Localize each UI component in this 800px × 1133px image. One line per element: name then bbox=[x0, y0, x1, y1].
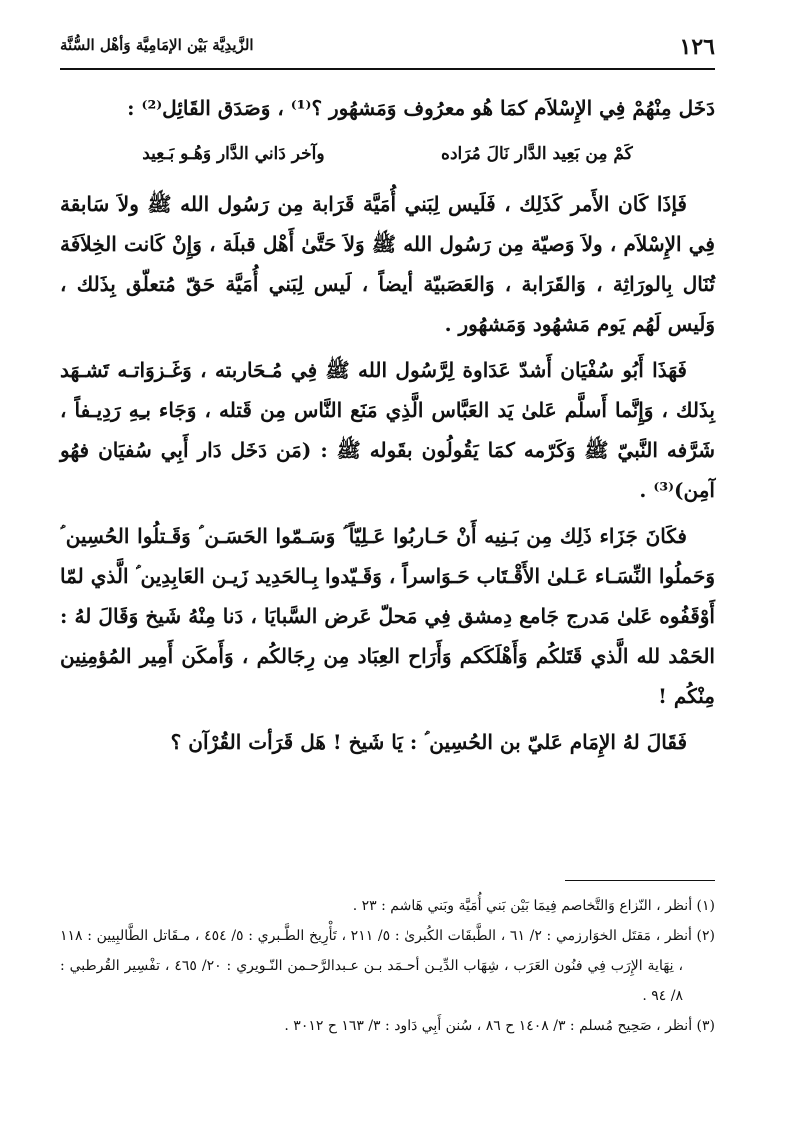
footnote-text: أنظر ، النّزاع وَالتَّخاصم فِيمَا بَيْن بَني أُمَيَّة وبَني هَاشم : ٢٣ . bbox=[352, 898, 693, 914]
footnote-marker: (١) bbox=[696, 898, 715, 914]
poem-hemistich-left: وآخر دَاني الدَّار وَهُـو بَـعِيد bbox=[142, 144, 325, 164]
poem-verse bbox=[60, 134, 715, 174]
paragraph-4: فكَانَ جَزَاء ذَلِك مِن بَـنِيه أَنْ حَـاربُوا عَـلِيّاً ؑ وَسَـمّوا الحَسَـن ؑ وَقَـتلُوا الحُسِين ؑ وَحَملُوا النِّسَـاء عَـلىٰ الأَقْـتَاب حَـوَاسراً ، وَقَـيّدوا بِـالحَدِيد زَيـن العَابِدِين ؑ الَّذي لمّا أَوْقَفُوه عَلىٰ مَدرج جَامع دِمشق فِي مَحلّ عَرض السَّبايَا ، دَنا مِنْهُ شَيخ وَقَالَ لهُ : الحَمْد لله الَّذي قَتَلكُم وَأَهْلَكَكم وَأَرَاح العِبَاد مِن رِجَالكُم ، وَأَمكَن أَمِير المُؤمِنِين مِنْكُم ! bbox=[60, 524, 715, 708]
footnote-marker: (٢) bbox=[696, 928, 716, 944]
poem-hemistich-right: كَمْ مِن بَعِيد الدَّار نَالَ مُرَاده bbox=[441, 144, 633, 164]
paragraph-2: فَإذَا كَان الأَمر كَذَلِك ، فَلَيس لِبَني أُمَيَّة قَرَابة مِن رَسُول الله ﷺ ولاَ سَابقة فِي الإِسْلاَم ، ولاَ وَصيّة مِن رَسُول الله ﷺ وَلاَ حَتَّىٰ أَهْل قبلَة ، وَإِنْ كَانت الخِلاَفَة تُنَال بِالورَاثِة ، وَالقَرَابة ، وَالعَصَبيّة أيضاً ، لَيس لِبَني أُمَيَّة حَقّ مُتعلّق بِذَلك ، وَلَيس لَهُم يَوم مَشهُود وَمَشهُور . bbox=[60, 192, 715, 336]
main-text bbox=[60, 88, 715, 768]
running-title: الزَّيدِيَّة بَيْن الإمَامِيَّة وَأهْل السُّنَّة bbox=[60, 36, 254, 54]
footnote-text: أنظر ، مَقتَل الخوَارزمي : ٢/ ٦١ ، الطَّبقَات الكُبرىٰ : ٥/ ٢١١ ، تَأْرِيخ الطَّـبري : ٥/ ٤٥٤ ، مـقَاتل الطَّالبِيين : ١١٨ ، نِهَاية الإِرَب فِي فنُون العَرَب ، شِهَاب الدِّيـن أحـمَد بـن عـبدالرَّحـمن النّـويري : ٢٠/ ٤٦٥ ، تفْسِير القُرطبي : ٨/ ٩٤ . bbox=[60, 928, 692, 1004]
footnote-marker: (٣) bbox=[696, 1018, 715, 1034]
footnote-1 bbox=[60, 891, 715, 921]
footnote-text: أنظر ، صَحِيح مُسلم : ٣/ ١٤٠٨ ح ٨٦ ، سُنن أَبِي دَاود : ٣/ ١٦٣ ح ٣٠١٢ . bbox=[284, 1018, 693, 1034]
paragraph-1: دَخَل مِنْهُمْ فِي الإِسْلاَم كمَا هُو معرُوف وَمَشهُور ؟⁽¹⁾ ، وَصَدَق القَائِل⁽²⁾ : bbox=[127, 96, 715, 120]
page-number: ١٢٦ bbox=[679, 34, 715, 60]
header-divider bbox=[60, 68, 715, 70]
footnote-divider bbox=[565, 880, 715, 881]
paragraph-5: فَقَالَ لهُ الإِمَام عَليّ بن الحُسِين ؑ : يَا شَيخ ! هَل قَرَأت القُرْآن ؟ bbox=[170, 730, 687, 754]
footnote-2 bbox=[60, 921, 715, 1011]
page-header bbox=[60, 30, 715, 70]
paragraph-3: فَهَذَا أَبُو سُفْيَان أَشدّ عَدَاوة لِرَّسُول الله ﷺ فِي مُـحَاربته ، وَغَـزوَاتـه تَشـهَد بِذَلك ، وَإِنَّما أَسلَّم عَلىٰ يَد العَبَّاس الَّذِي مَنَع النَّاس مِن قَتله ، وَجَاء بـِهِ رَدِيـفاً ، شَرَّفه النَّبيّ ﷺ وَكَرّمه كمَا يَقُولُون بقَوله ﷺ : (مَن دَخَل دَار أَبِي سُفيَان فهُو آمِن)⁽³⁾ . bbox=[60, 358, 715, 502]
footnotes bbox=[60, 880, 715, 1041]
footnote-3 bbox=[60, 1011, 715, 1041]
